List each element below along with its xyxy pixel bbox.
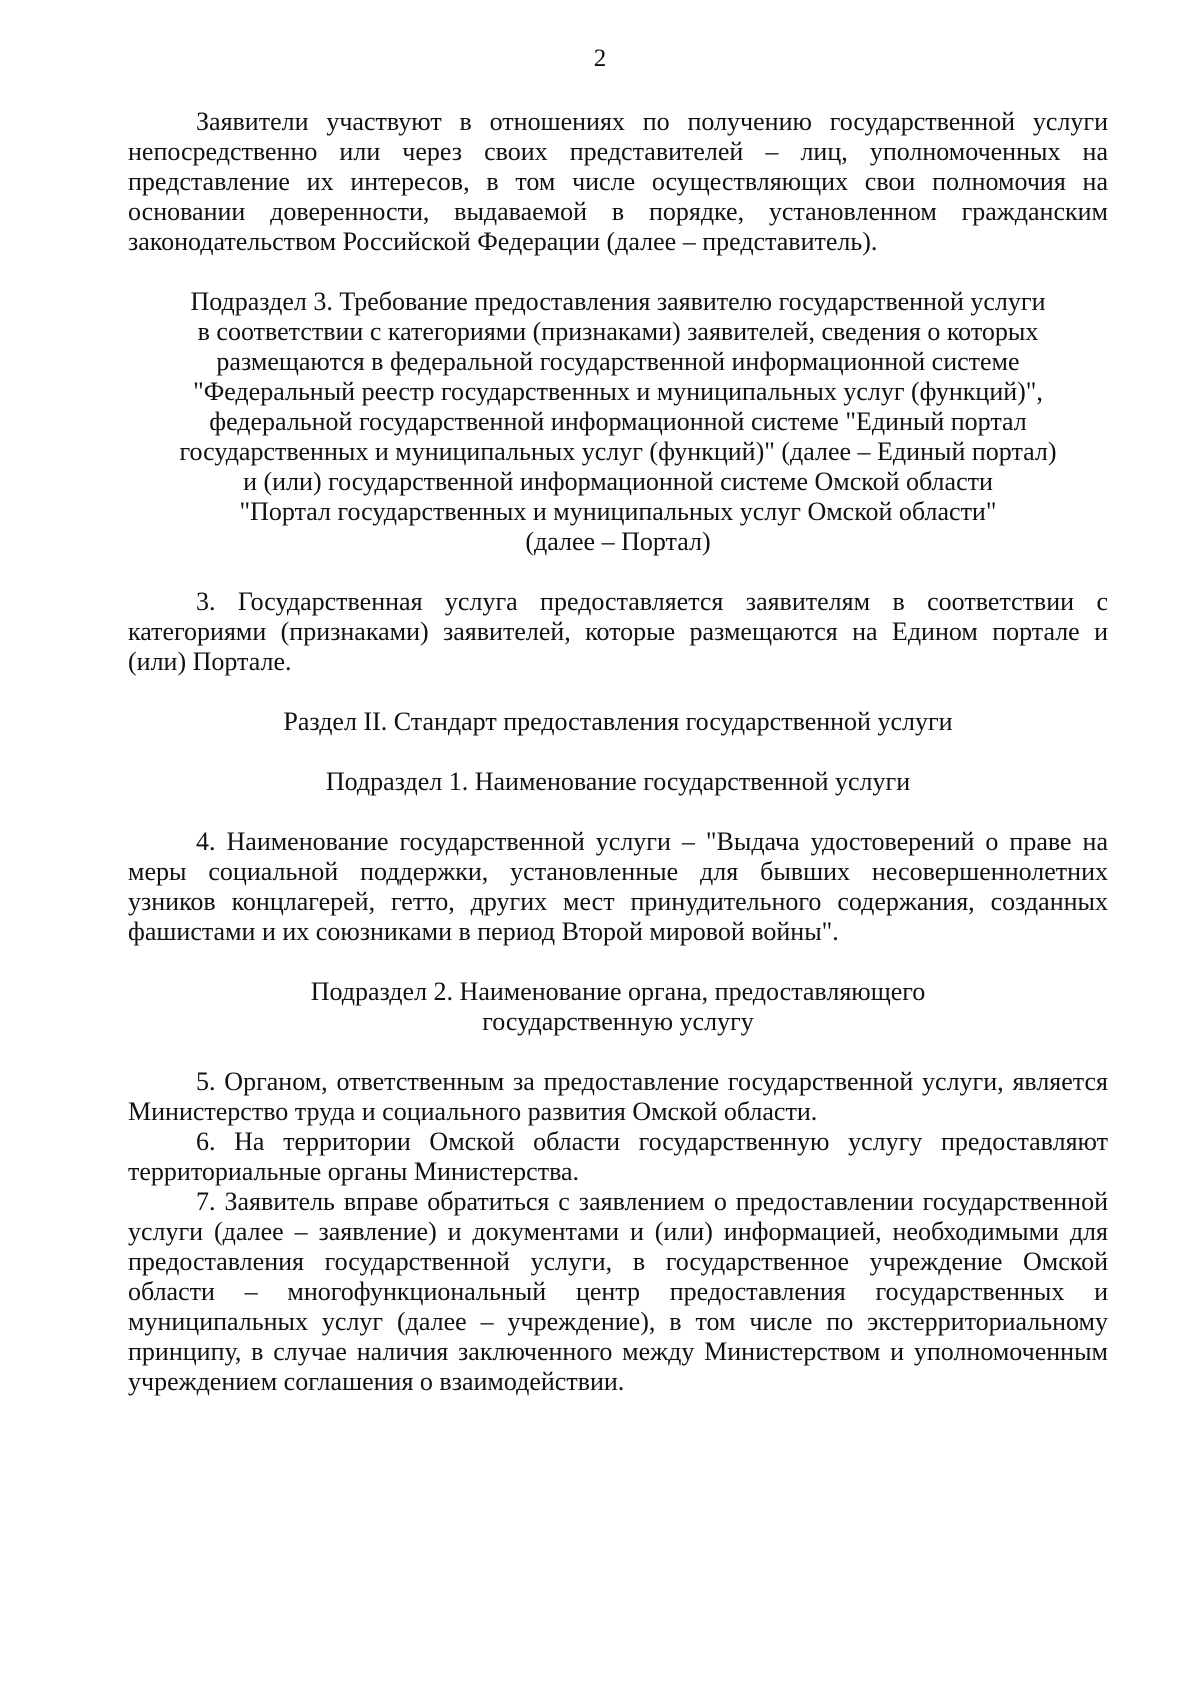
- heading-line: федеральной государственной информационной системе "Единый портал: [209, 407, 1027, 436]
- heading-subsection-3: [128, 287, 1108, 557]
- heading-line: государственных и муниципальных услуг (функций)" (далее – Единый портал): [179, 437, 1057, 466]
- heading-line: Раздел II. Стандарт предоставления государственной услуги: [283, 707, 953, 736]
- heading-line: Подраздел 1. Наименование государственной услуги: [325, 767, 911, 796]
- heading-line: Подраздел 2. Наименование органа, предоставляющего: [310, 977, 926, 1006]
- document-body: [128, 107, 1108, 1397]
- paragraph-applicants: Заявители участвуют в отношениях по получению государственной услуги непосредственно или через своих представителей – лиц, уполномоченных на представление их интересов, в том числе осуществляющих свои полномочия на основании доверенности, выдаваемой в порядке, установленном гражданским законодательством Российской Федерации (далее – представитель).: [128, 107, 1108, 256]
- heading-line: "Портал государственных и муниципальных услуг Омской области": [239, 497, 997, 526]
- heading-subsection-1: [128, 767, 1108, 797]
- paragraph-5: 5. Органом, ответственным за предоставление государственной услуги, является Министерство труда и социального развития Омской области.: [128, 1067, 1108, 1126]
- heading-subsection-2: [128, 977, 1108, 1037]
- heading-section-2: [128, 707, 1108, 737]
- paragraph-3: 3. Государственная услуга предоставляется заявителям в соответствии с категориями (признаками) заявителей, которые размещаются на Едином портале и (или) Портале.: [128, 587, 1108, 676]
- heading-line: государственную услугу: [482, 1007, 754, 1036]
- paragraph-6: 6. На территории Омской области государственную услугу предоставляют территориальные органы Министерства.: [128, 1127, 1108, 1186]
- heading-line: и (или) государственной информационной системе Омской области: [243, 467, 993, 496]
- heading-line: "Федеральный реестр государственных и муниципальных услуг (функций)",: [193, 377, 1043, 406]
- heading-line: Подраздел 3. Требование предоставления заявителю государственной услуги: [190, 287, 1046, 316]
- paragraph-4: 4. Наименование государственной услуги – "Выдача удостоверений о праве на меры социальной поддержки, установленные для бывших несовершеннолетних узников концлагерей, гетто, других мест принудительного содержания, созданных фашистами и их союзниками в период Второй мировой войны".: [128, 827, 1108, 946]
- paragraph-7: 7. Заявитель вправе обратиться с заявлением о предоставлении государственной услуги (далее – заявление) и документами и (или) информацией, необходимыми для предоставления государственной услуги, в государственное учреждение Омской области – многофункциональный центр предоставления государственных и муниципальных услуг (далее – учреждение), в том числе по экстерриториальному принципу, в случае наличия заключенного между Министерством и уполномоченным учреждением соглашения о взаимодействии.: [128, 1187, 1108, 1396]
- heading-line: (далее – Портал): [525, 527, 711, 556]
- page-number: 2: [593, 45, 607, 72]
- heading-line: размещаются в федеральной государственной информационной системе: [216, 347, 1020, 376]
- heading-line: в соответствии с категориями (признаками) заявителей, сведения о которых: [197, 317, 1039, 346]
